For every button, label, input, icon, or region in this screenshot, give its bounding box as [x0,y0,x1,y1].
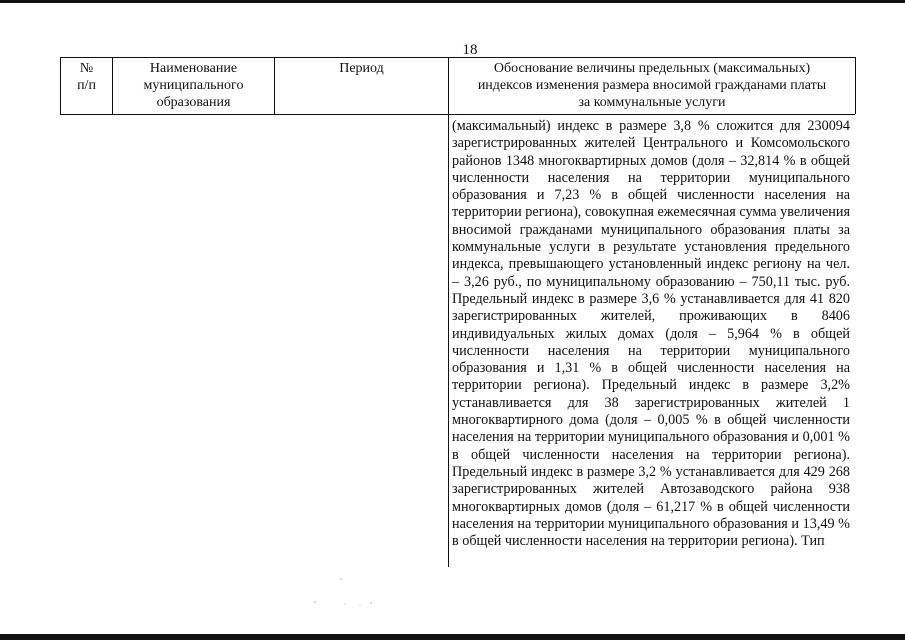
column-divider-3 [448,57,449,567]
header-justification: Обоснование величины предельных (максимальных) индексов изменения размера вносимой гражданами платы за коммунальные услуги [477,61,827,110]
table-right-border [855,57,856,114]
scan-edge-top [0,0,905,3]
page-number: 18 [462,42,478,58]
column-divider-2 [274,57,275,114]
justification-table [60,57,855,567]
header-number: № п/п [77,61,96,93]
header-period: Период [339,61,384,76]
column-divider-1 [112,57,113,114]
scan-edge-bottom [0,634,905,640]
table-top-border [60,57,855,58]
scan-specks [312,574,382,614]
table-left-border [60,57,61,114]
justification-body-text: (максимальный) индекс в размере 3,8 % сложится для 230094 зарегистрированных жителей Центрального и Комсомольского районов 1348 многоквартирных домов (доля – 32,814 % в общей численности населения на территории муниципального образования и 7,23 % в общей численности населения на территории региона), совокупная ежемесячная сумма увеличения вносимой гражданами муниципального образования платы за коммунальные услуги в результате установления предельного индекса, превышающего установленный индекс региону на чел. – 3,26 руб., по муниципальному образованию – 750,11 тыс. руб. Предельный индекс в размере 3,6 % устанавливается для 41 820 зарегистрированных жителей, проживающих в 8406 индивидуальных жилых домах (доля – 5,964 % в общей численности населения на территории муниципального образования и 1,31 % в общей численности населения на территории региона). Предельный индекс в размере 3,2% устанавливается для 38 зарегистрированных жителей 1 многоквартирного дома (доля – 0,005 % в общей численности населения на территории муниципального образования и 0,001 % в общей численности населения на территории региона). Предельный индекс в размере 3,2 % устанавливается для 429 268 зарегистрированных жителей Автозаводского района 938 многоквартирных домов (доля – 61,217 % в общей численности населения на территории муниципального образования и 13,49 % в общей численности населения на территории региона). Тип [452,118,850,550]
header-municipality: Наименование муниципального образования [143,61,244,110]
header-bottom-border [60,114,855,115]
